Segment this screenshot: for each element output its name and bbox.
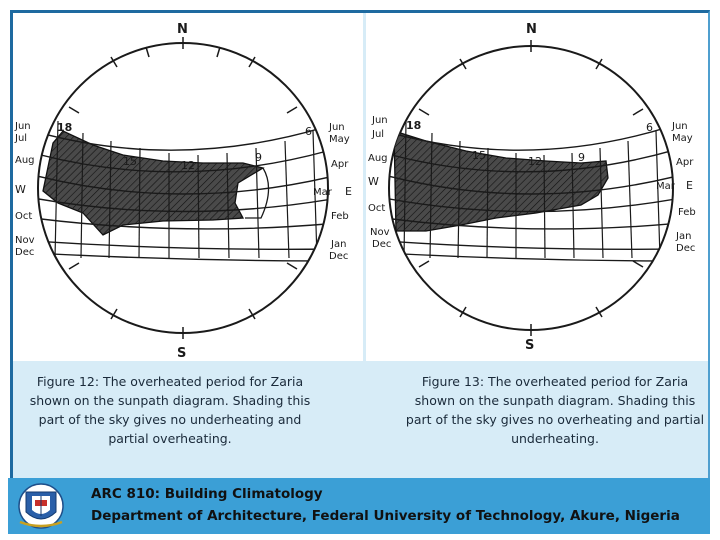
month-label-dec-left: Dec	[15, 247, 35, 258]
north-label: N	[177, 22, 188, 37]
north-label: N	[526, 22, 537, 37]
hour-label-9: 9	[255, 151, 262, 164]
month-label-mar: Mar	[656, 181, 675, 192]
month-label-feb: Feb	[331, 211, 349, 222]
month-label-may: May	[672, 133, 693, 144]
month-label-dec-right: Dec	[676, 243, 696, 254]
month-label-jun-left: Jun	[372, 115, 388, 126]
figure-caption-right: Figure 13: The overheated period for Zaria shown on the sunpath diagram. Shading this part of the sky gives no overheating and partial underheating.	[405, 374, 705, 446]
hour-label-9: 9	[578, 151, 585, 164]
month-label-jun-right: Jun	[329, 122, 345, 133]
hour-label-18: 18	[406, 119, 422, 132]
west-label: W	[368, 175, 379, 188]
month-label-aug: Aug	[368, 153, 388, 164]
hour-label-6: 6	[305, 125, 312, 138]
month-label-aug: Aug	[15, 155, 35, 166]
sunpath-diagram-left	[13, 13, 363, 361]
month-label-jan: Jan	[676, 231, 692, 242]
month-label-jun-right: Jun	[672, 121, 688, 132]
hour-label-12: 12	[181, 159, 195, 172]
overheated-shading	[394, 131, 608, 231]
hour-label-18: 18	[57, 121, 73, 134]
south-label: S	[177, 346, 187, 361]
east-label: E	[686, 179, 693, 192]
month-label-nov: Nov	[370, 227, 390, 238]
month-label-dec-left: Dec	[372, 239, 392, 250]
hour-label-6: 6	[646, 121, 653, 134]
month-label-apr: Apr	[331, 159, 349, 170]
department-line: Department of Architecture, Federal University of Technology, Akure, Nigeria	[91, 508, 680, 524]
month-label-may: May	[329, 134, 350, 145]
hour-label-12: 12	[528, 155, 542, 168]
month-label-jan: Jan	[331, 239, 347, 250]
sunpath-diagram-right	[366, 13, 708, 361]
course-title: ARC 810: Building Climatology	[91, 486, 323, 502]
month-label-oct: Oct	[15, 211, 33, 222]
month-label-jul: Jul	[372, 129, 385, 140]
month-label-dec-right: Dec	[329, 251, 349, 262]
university-crest-icon	[14, 482, 68, 530]
month-label-jul: Jul	[15, 133, 28, 144]
south-label: S	[525, 338, 535, 353]
month-label-jun-left: Jun	[15, 121, 31, 132]
figure-caption-left: Figure 12: The overheated period for Zaria shown on the sunpath diagram. Shading this part of the sky gives no underheating and partial overheating.	[29, 374, 311, 446]
month-label-apr: Apr	[676, 157, 694, 168]
month-label-oct: Oct	[368, 203, 386, 214]
month-label-nov: Nov	[15, 235, 35, 246]
east-label: E	[345, 185, 352, 198]
month-label-mar: Mar	[313, 187, 332, 198]
hour-label-15: 15	[472, 149, 486, 162]
footer-bar	[8, 478, 710, 534]
west-label: W	[15, 183, 26, 196]
month-label-feb: Feb	[678, 207, 696, 218]
hour-label-15: 15	[123, 155, 137, 168]
